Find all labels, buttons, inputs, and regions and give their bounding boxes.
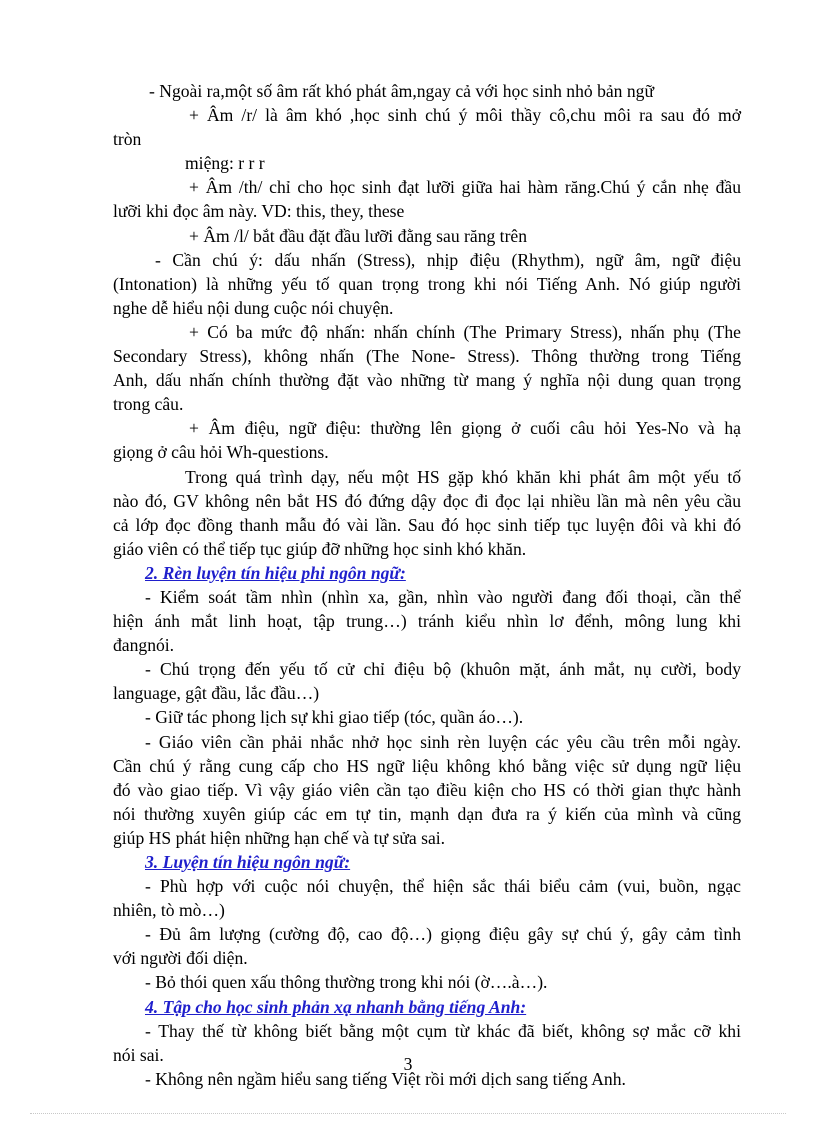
paragraph-line: - Chú trọng đến yếu tố cử chỉ điệu bộ (khuôn mặt, ánh mắt, nụ cười, body [145, 659, 741, 680]
paragraph-line: + Âm /l/ bắt đầu đặt đầu lưỡi đằng sau răng trên [189, 225, 528, 246]
paragraph-line: trong câu. [113, 394, 184, 415]
paragraph-line: miệng: r r r [185, 153, 265, 174]
paragraph-line: nào đó, GV không nên bắt HS đó đứng dậy đọc đi đọc lại nhiều lần mà nên yêu cầu [113, 490, 741, 511]
paragraph-line: Cần chú ý rằng cung cấp cho HS ngữ liệu không khó bằng việc sử dụng ngữ liệu [113, 755, 741, 776]
paragraph-line: giúp HS phát hiện những hạn chế và tự sửa sai. [113, 827, 446, 848]
paragraph-line: - Bỏ thói quen xấu thông thường trong khi nói (ờ….à…). [145, 972, 548, 993]
paragraph-line: - Không nên ngầm hiểu sang tiếng Việt rồi mới dịch sang tiếng Anh. [145, 1068, 626, 1089]
document-body [113, 79, 741, 1091]
section-heading-text: 2. Rèn luyện tín hiệu phi ngôn ngữ: [145, 562, 406, 583]
paragraph-line: tròn [113, 129, 142, 150]
paragraph-line: Secondary Stress), không nhấn (The None- Stress). Thông thường trong Tiếng [113, 346, 741, 367]
paragraph-line: - Kiểm soát tầm nhìn (nhìn xa, gần, nhìn vào người đang đối thoại, cần thể [145, 586, 741, 607]
paragraph-line: hiện ánh mắt linh hoạt, tập trung…) tránh kiểu nhìn lơ đểnh, mông lung khi [113, 611, 741, 632]
paragraph-line: - Giáo viên cần phải nhắc nhở học sinh rèn luyện các yêu cầu trên mỗi ngày. [145, 731, 741, 752]
paragraph-line: Trong quá trình dạy, nếu một HS gặp khó khăn khi phát âm một yếu tố [185, 466, 741, 487]
paragraph-line: Anh, dấu nhấn chính thường đặt vào những từ mang ý nghĩa nội dung quan trọng [113, 370, 741, 391]
paragraph-line: - Đủ âm lượng (cường độ, cao độ…) giọng điệu gây sự chú ý, gây cảm tình [145, 924, 741, 945]
paragraph-line: với người đối diện. [113, 948, 248, 969]
paragraph-line: giáo viên có thể tiếp tục giúp đỡ những học sinh khó khăn. [113, 538, 527, 559]
paragraph-line: lưỡi khi đọc âm này. VD: this, they, these [113, 201, 405, 222]
paragraph-line: nói thường xuyên giúp các em tự tin, mạnh dạn đưa ra ý kiến của mình và cũng [113, 803, 741, 824]
paragraph-line: + Âm /th/ chỉ cho học sinh đạt lưỡi giữa hai hàm răng.Chú ý cắn nhẹ đầu [189, 177, 741, 198]
paragraph-line: - Thay thế từ không biết bằng một cụm từ khác đã biết, không sợ mắc cỡ khi [145, 1020, 741, 1041]
paragraph-line: giọng ở câu hỏi Wh-questions. [113, 442, 329, 463]
paragraph-line: language, gật đầu, lắc đầu…) [113, 683, 320, 704]
section-heading-4 [113, 995, 741, 1019]
section-heading-3 [113, 850, 741, 874]
paragraph-line: đangnói. [113, 635, 175, 656]
paragraph-line: (Intonation) là những yếu tố quan trọng trong khi nói Tiếng Anh. Nó giúp người [113, 273, 741, 294]
paragraph-line: nhiên, tò mò…) [113, 900, 225, 921]
paragraph-line: + Âm điệu, ngữ điệu: thường lên giọng ở cuối câu hỏi Yes-No và hạ [189, 418, 741, 439]
paragraph-line: nói sai. [113, 1044, 164, 1065]
footer-divider [30, 1113, 786, 1114]
section-heading-2 [113, 561, 741, 585]
paragraph-line: - Phù hợp với cuộc nói chuyện, thể hiện sắc thái biểu cảm (vui, buồn, ngạc [145, 876, 741, 897]
paragraph-line: đó vào giao tiếp. Vì vậy giáo viên cần tạo điều kiện cho HS có thời gian thực hành [113, 779, 741, 800]
paragraph-line: - Ngoài ra,một số âm rất khó phát âm,ngay cả với học sinh nhỏ bản ngữ [149, 81, 654, 101]
page-number: 3 [403, 1054, 413, 1074]
paragraph-line: nghe dễ hiểu nội dung cuộc nói chuyện. [113, 297, 394, 318]
section-heading-text: 4. Tập cho học sinh phản xạ nhanh bằng tiếng Anh: [145, 996, 527, 1017]
paragraph-line: + Có ba mức độ nhấn: nhấn chính (The Primary Stress), nhấn phụ (The [189, 321, 741, 342]
section-heading-text: 3. Luyện tín hiệu ngôn ngữ: [145, 852, 351, 872]
paragraph-line: cả lớp đọc đồng thanh mẫu đó vài lần. Sau đó học sinh tiếp tục luyện đôi và khi đó [113, 514, 741, 535]
paragraph-line: - Giữ tác phong lịch sự khi giao tiếp (tóc, quần áo…). [145, 707, 524, 728]
paragraph-line: - Cần chú ý: dấu nhấn (Stress), nhịp điệu (Rhythm), ngữ âm, ngữ điệu [155, 249, 741, 270]
paragraph-line: + Âm /r/ là âm khó ,học sinh chú ý môi thầy cô,chu môi ra sau đó mở [189, 105, 741, 126]
